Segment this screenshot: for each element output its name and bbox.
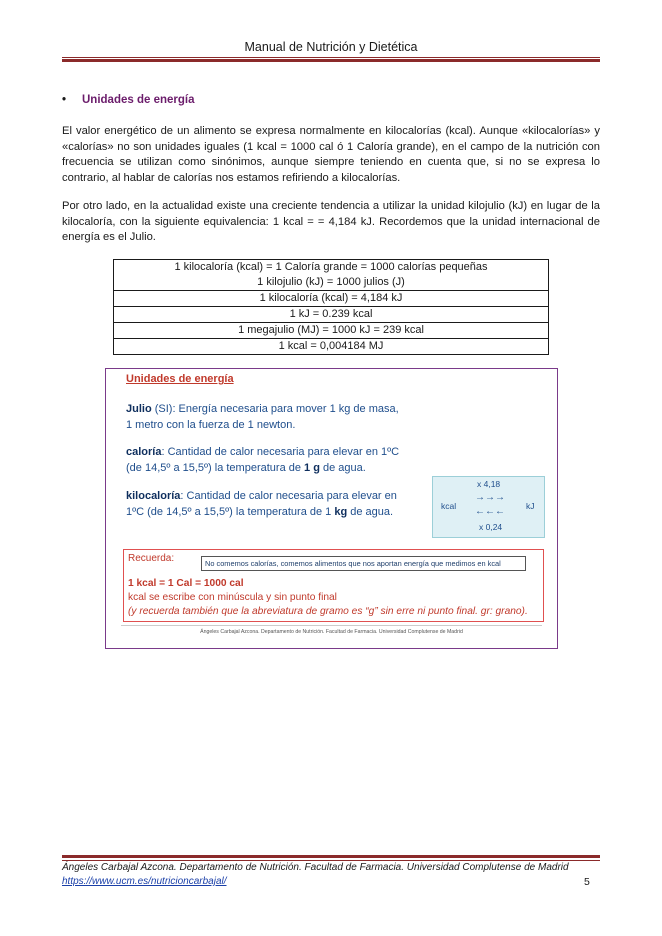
julio-rest: (SI): Energía necesaria para mover 1 kg de masa,	[151, 403, 399, 415]
caloria-line-2a: (de 14,5º a 15,5º) la temperatura de	[126, 462, 305, 474]
caloria-term: caloría	[126, 446, 162, 458]
slide-title: Unidades de energía	[126, 373, 234, 385]
caloria-line-2c: de agua.	[319, 462, 366, 474]
header-rule-thin	[62, 57, 600, 58]
slide-footer-rule	[121, 625, 542, 626]
conversion-right-unit: kJ	[526, 501, 535, 511]
table-cell	[114, 260, 549, 291]
table-cell: 1 kilocaloría (kcal) = 4,184 kJ	[114, 291, 549, 307]
kilocaloria-rest: : Cantidad de calor necesaria para elevar en	[180, 490, 397, 502]
footer-rule-thick	[62, 855, 600, 858]
julio-line-1	[126, 401, 399, 417]
conversion-factor-top: x 4,18	[477, 479, 501, 489]
kilocaloria-line-1	[126, 488, 397, 504]
kilocaloria-term: kilocaloría	[126, 490, 181, 502]
kilocaloria-unit: kg	[334, 506, 348, 518]
table-cell: 1 kJ = 0.239 kcal	[114, 307, 549, 323]
julio-term: Julio	[126, 403, 152, 415]
arrow-left-icon: ←←←	[475, 506, 505, 517]
slide-julio-definition	[126, 401, 399, 433]
conversion-left-unit: kcal	[441, 501, 457, 511]
caloria-rest: : Cantidad de calor necesaria para elevar en 1ºC	[161, 446, 400, 458]
conversion-box	[432, 476, 545, 538]
table-row	[114, 307, 549, 323]
page-number: 5	[584, 876, 590, 888]
page-header-title: Manual de Nutrición y Dietética	[244, 40, 418, 54]
paragraph-kilojoule: Por otro lado, en la actualidad existe una creciente tendencia a utilizar la unidad kilojulio (kJ) en lugar de la kilocaloría, con la siguiente equivalencia: 1 kcal = = 4,184 kJ. Recordemos que la unidad internacional de energía es el Julio.	[62, 200, 600, 243]
equivalence-table	[113, 259, 549, 355]
kilocaloria-line-2a: 1ºC (de 14,5º a 15,5º) la temperatura de 1	[126, 506, 335, 518]
caloria-line-2	[126, 460, 399, 476]
footer-rule-thin	[62, 860, 600, 861]
table-cell: 1 kcal = 0,004184 MJ	[114, 339, 549, 355]
table-cell-line: 1 kilojulio (kJ) = 1000 julios (J)	[257, 276, 405, 288]
caloria-line-1	[126, 444, 399, 460]
table-row	[114, 323, 549, 339]
table-row	[114, 260, 549, 291]
kilocaloria-line-2c: de agua.	[347, 506, 394, 518]
table-row	[114, 339, 549, 355]
recuerda-line-1: 1 kcal = 1 Cal = 1000 cal	[128, 578, 244, 589]
paragraph-kilocalories: El valor energético de un alimento se expresa normalmente en kilocalorías (kcal). Aunque «kilocalorías» y «calorías» no son unidades iguales (1 kcal = 1000 cal ó 1 Caloría grande), en el campo de la nutrición con frecuencia se utilizan como sinónimos, aunque siempre teniendo en cuenta que, si no se expresa lo contrario, al hablar de calorías nos estamos refiriendo a kilocalorías.	[62, 125, 600, 184]
table-cell-line: 1 kilocaloría (kcal) = 1 Caloría grande = 1000 calorías pequeñas	[174, 261, 488, 273]
slide-caloria-definition	[126, 444, 399, 476]
table-cell: 1 megajulio (MJ) = 1000 kJ = 239 kcal	[114, 323, 549, 339]
kilocaloria-line-2	[126, 504, 397, 520]
section-heading-text: Unidades de energía	[82, 94, 195, 106]
slide-footer: Ángeles Carbajal Azcona. Departamento de Nutrición. Facultad de Farmacia. Universidad Complutense de Madrid	[200, 629, 463, 635]
conversion-factor-bottom: x 0,24	[479, 522, 503, 532]
slide-kilocaloria-definition	[126, 488, 397, 520]
bullet-icon: •	[62, 94, 67, 106]
recuerda-line-2: kcal se escribe con minúscula y sin punto final	[128, 592, 337, 603]
recuerda-box	[123, 549, 544, 622]
recuerda-line-3: (y recuerda también que la abreviatura de gramo es “g” sin erre ni punto final. gr: grano).	[128, 606, 528, 617]
footer-link[interactable]: https://www.ucm.es/nutricioncarbajal/	[62, 876, 227, 887]
arrow-right-icon: →→→	[475, 492, 505, 503]
caloria-unit: 1 g	[304, 462, 320, 474]
energy-units-slide	[105, 368, 558, 649]
header-rule-thick	[62, 59, 600, 62]
recuerda-label: Recuerda:	[128, 553, 175, 564]
section-heading	[62, 94, 194, 106]
recuerda-note-field: No comemos calorías, comemos alimentos que nos aportan energía que medimos en kcal	[201, 556, 526, 571]
julio-line-2: 1 metro con la fuerza de 1 newton.	[126, 419, 296, 431]
footer-author: Ángeles Carbajal Azcona. Departamento de Nutrición. Facultad de Farmacia. Universidad Complutense de Madrid	[62, 862, 569, 873]
table-row	[114, 291, 549, 307]
